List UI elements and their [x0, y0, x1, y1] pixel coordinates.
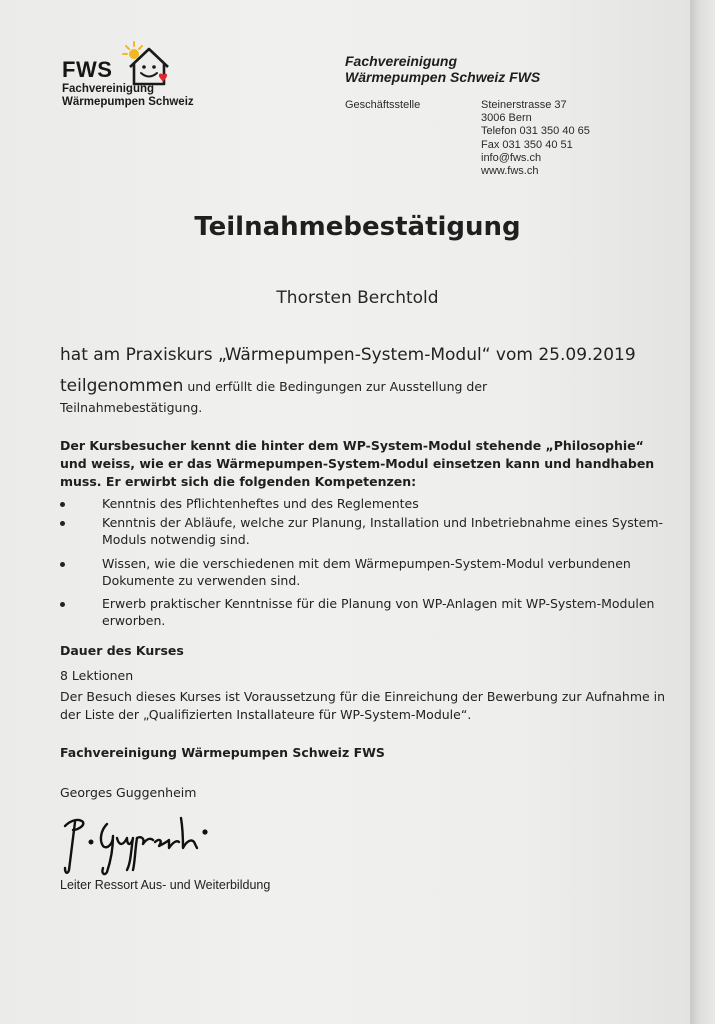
bullet-icon — [60, 562, 65, 567]
organization-line-1: Fachvereinigung — [345, 53, 458, 69]
list-item-text: Kenntnis des Pflichtenheftes und des Reglementes — [102, 496, 419, 511]
fws-logo — [62, 40, 212, 115]
list-item-text: Erwerb praktischer Kenntnisse für die Planung von WP-Anlagen mit WP-System-Modulen erworben. — [102, 596, 655, 628]
address-website: www.fws.ch — [481, 165, 539, 178]
logo-line-1: Fachvereinigung — [62, 83, 155, 95]
competence-intro: Der Kursbesucher kennt die hinter dem WP-System-Modul stehende „Philosophie“ und weiss, wie er das Wärmepumpen-System-Modul einsetzen kann und handhaben muss. Er erwirbt sich die folgenden Kompetenzen: — [60, 438, 655, 489]
list-item — [60, 495, 670, 512]
list-item — [60, 514, 670, 548]
document-title: Teilnahmebestätigung — [194, 212, 521, 242]
duration-value: 8 Lektionen — [60, 668, 134, 683]
logo-fws-text: FWS — [62, 57, 113, 82]
address-phone: Telefon 031 350 40 65 — [481, 125, 590, 138]
list-item — [60, 555, 670, 589]
organization-line-2: Wärmepumpen Schweiz FWS — [345, 69, 541, 85]
intro-line-3: Teilnahmebestätigung. — [60, 400, 203, 415]
competence-list — [60, 495, 670, 629]
list-item-text: Wissen, wie die verschiedenen mit dem Wärmepumpen-System-Modul verbundenen Dokumente zu verwenden sind. — [102, 556, 631, 588]
intro-line-2-large: teilgenommen — [60, 376, 184, 396]
duration-text: Der Besuch dieses Kurses ist Voraussetzung für die Einreichung der Bewerbung zur Aufnahme in der Liste der „Qualifizierten Installateure für WP-System-Module“. — [60, 689, 666, 722]
signer-role: Leiter Ressort Aus- und Weiterbildung — [60, 878, 271, 892]
signer-name: Georges Guggenheim — [60, 785, 197, 800]
handwritten-signature — [55, 808, 215, 880]
signature-organization: Fachvereinigung Wärmepumpen Schweiz FWS — [60, 745, 385, 760]
address-block — [481, 99, 590, 178]
address-email: info@fws.ch — [481, 151, 542, 164]
bullet-icon — [60, 602, 65, 607]
intro-line-2-small: und erfüllt die Bedingungen zur Ausstellung der — [183, 379, 488, 394]
paper-edge — [690, 0, 715, 1024]
logo-line-2: Wärmepumpen Schweiz — [62, 96, 194, 108]
list-item-text: Kenntnis der Abläufe, welche zur Planung, Installation und Inbetriebnahme eines System-Moduls notwendig sind. — [102, 515, 664, 547]
duration-heading: Dauer des Kurses — [60, 643, 184, 658]
office-label: Geschäftsstelle — [345, 99, 421, 111]
house-sun-logo-icon — [122, 40, 170, 88]
bullet-icon — [60, 502, 65, 507]
intro-line-2 — [60, 376, 487, 396]
address-street: Steinerstrasse 37 — [481, 99, 567, 111]
participant-name: Thorsten Berchtold — [276, 288, 439, 308]
bullet-icon — [60, 521, 65, 526]
intro-line-1: hat am Praxiskurs „Wärmepumpen-System-Modul“ vom 25.09.2019 — [60, 345, 636, 365]
address-city: 3006 Bern — [481, 112, 532, 125]
list-item — [60, 595, 670, 629]
address-fax: Fax 031 350 40 51 — [481, 138, 573, 151]
organization-name — [345, 53, 540, 85]
